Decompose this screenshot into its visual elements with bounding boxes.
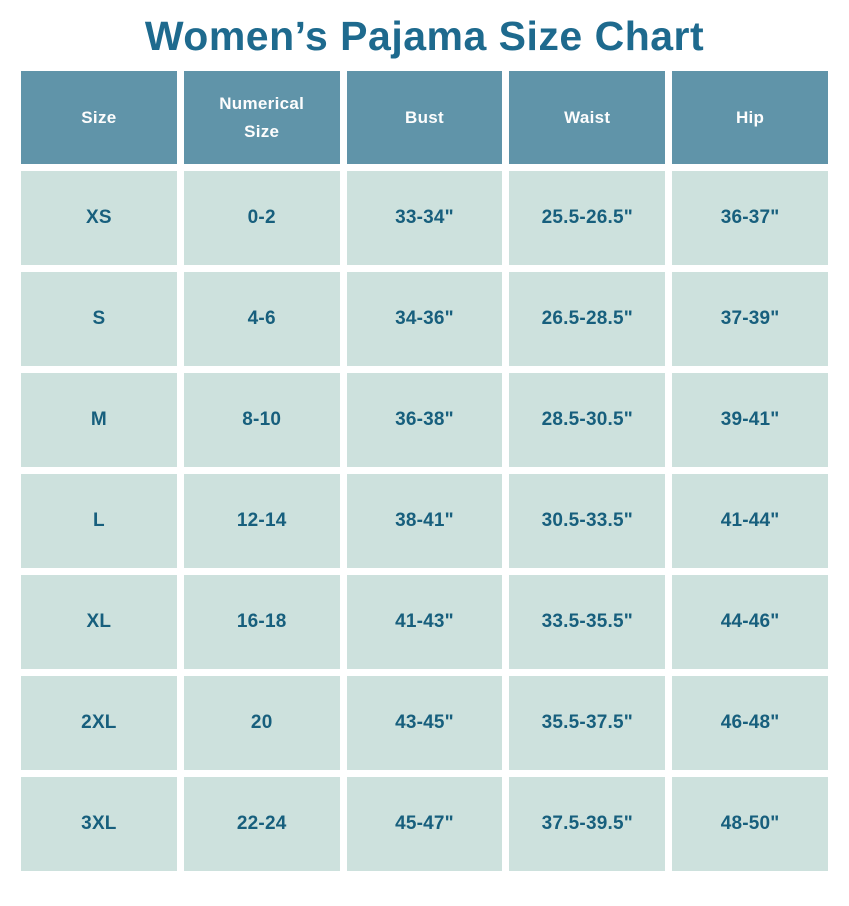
column-header-bust: Bust: [347, 71, 503, 164]
column-header-numerical-size: Numerical Size: [184, 71, 340, 164]
table-cell: XL: [21, 575, 177, 669]
table-cell: 44-46": [672, 575, 828, 669]
table-cell: 36-37": [672, 171, 828, 265]
column-header-size: Size: [21, 71, 177, 164]
table-cell: 45-47": [347, 777, 503, 871]
table-cell: 43-45": [347, 676, 503, 770]
table-cell: 37.5-39.5": [509, 777, 665, 871]
table-cell: L: [21, 474, 177, 568]
table-cell: 3XL: [21, 777, 177, 871]
table-cell: 46-48": [672, 676, 828, 770]
table-row-xs: [21, 171, 828, 265]
table-row-m: [21, 373, 828, 467]
table-cell: 28.5-30.5": [509, 373, 665, 467]
table-cell: XS: [21, 171, 177, 265]
table-cell: 41-43": [347, 575, 503, 669]
table-cell: 2XL: [21, 676, 177, 770]
table-cell: 33-34": [347, 171, 503, 265]
table-cell: 41-44": [672, 474, 828, 568]
table-cell: 20: [184, 676, 340, 770]
table-cell: 36-38": [347, 373, 503, 467]
column-header-hip: Hip: [672, 71, 828, 164]
size-chart-table: [21, 71, 828, 871]
table-cell: 16-18: [184, 575, 340, 669]
table-row-2xl: [21, 676, 828, 770]
table-cell: 0-2: [184, 171, 340, 265]
table-cell: 35.5-37.5": [509, 676, 665, 770]
table-cell: S: [21, 272, 177, 366]
table-cell: 48-50": [672, 777, 828, 871]
table-cell: 37-39": [672, 272, 828, 366]
table-cell: 39-41": [672, 373, 828, 467]
table-row-xl: [21, 575, 828, 669]
table-cell: 33.5-35.5": [509, 575, 665, 669]
header-row: [21, 71, 828, 164]
table-cell: 34-36": [347, 272, 503, 366]
table-cell: 30.5-33.5": [509, 474, 665, 568]
table-cell: 38-41": [347, 474, 503, 568]
table-cell: 4-6: [184, 272, 340, 366]
column-header-waist: Waist: [509, 71, 665, 164]
table-cell: 22-24: [184, 777, 340, 871]
table-cell: 26.5-28.5": [509, 272, 665, 366]
table-cell: 12-14: [184, 474, 340, 568]
table-row-3xl: [21, 777, 828, 871]
table-row-l: [21, 474, 828, 568]
page-title: Women’s Pajama Size Chart: [144, 13, 705, 59]
table-row-s: [21, 272, 828, 366]
table-cell: M: [21, 373, 177, 467]
table-cell: 8-10: [184, 373, 340, 467]
table-cell: 25.5-26.5": [509, 171, 665, 265]
